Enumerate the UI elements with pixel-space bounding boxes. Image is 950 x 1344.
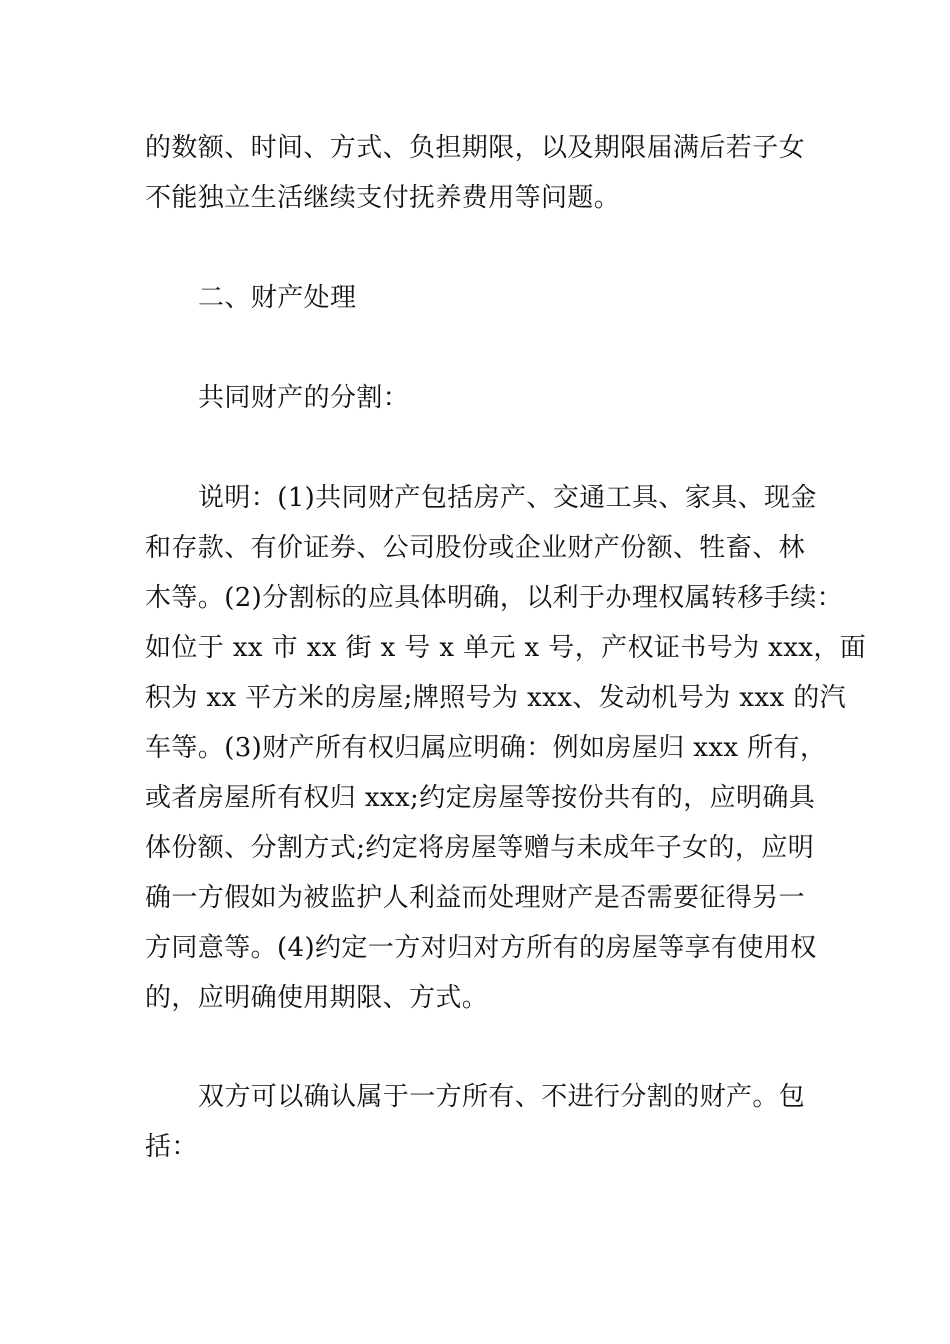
body-text-line: 或者房屋所有权归 xxx;约定房屋等按份共有的，应明确具 xyxy=(145,783,816,813)
body-text-line: 不能独立生活继续支付抚养费用等问题。 xyxy=(145,183,621,213)
body-text-line: 的数额、时间、方式、负担期限，以及期限届满后若子女 xyxy=(145,133,806,163)
body-text-line: 说明：(1)共同财产包括房产、交通工具、家具、现金 xyxy=(198,483,817,513)
body-text-line: 积为 xx 平方米的房屋;牌照号为 xxx、发动机号为 xxx 的汽 xyxy=(145,683,846,713)
section-heading: 二、财产处理 xyxy=(198,283,357,313)
body-text-line: 确一方假如为被监护人利益而处理财产是否需要征得另一 xyxy=(145,883,806,913)
body-text-line: 体份额、分割方式;约定将房屋等赠与未成年子女的，应明 xyxy=(145,833,815,863)
body-text-line: 车等。(3)财产所有权归属应明确：例如房屋归 xxx 所有， xyxy=(145,733,827,763)
body-text-line: 和存款、有价证券、公司股份或企业财产份额、牲畜、林 xyxy=(145,533,806,563)
body-text-line: 括： xyxy=(145,1132,198,1162)
body-text-line: 木等。(2)分割标的应具体明确，以利于办理权属转移手续： xyxy=(145,583,844,613)
body-text-line: 方同意等。(4)约定一方对归对方所有的房屋等享有使用权 xyxy=(145,933,817,963)
body-text-line: 的，应明确使用期限、方式。 xyxy=(145,983,489,1013)
body-text-line: 如位于 xx 市 xx 街 x 号 x 单元 x 号，产权证书号为 xxx，面 xyxy=(145,633,867,663)
subheading: 共同财产的分割： xyxy=(198,383,410,413)
body-text-line: 双方可以确认属于一方所有、不进行分割的财产。包 xyxy=(198,1082,806,1112)
